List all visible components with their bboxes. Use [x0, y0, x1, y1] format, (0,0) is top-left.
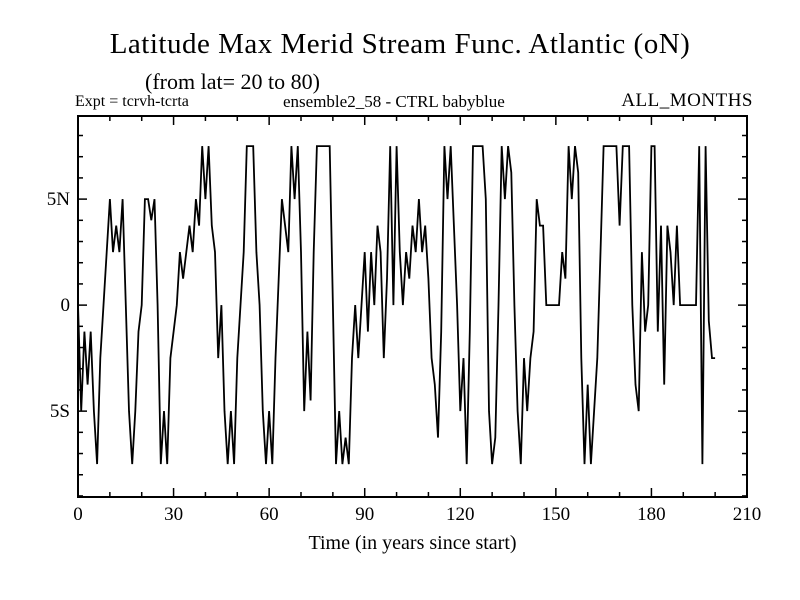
data-line — [78, 146, 715, 464]
x-tick-label: 30 — [164, 504, 184, 525]
x-tick-label: 120 — [446, 504, 475, 525]
chart-subtitle: (from lat= 20 to 80) — [145, 69, 320, 94]
x-tick-label: 150 — [541, 504, 571, 525]
months-label: ALL_MONTHS — [621, 90, 753, 111]
x-tick-label: 180 — [637, 504, 666, 525]
x-tick-label: 90 — [355, 504, 375, 525]
y-tick-label: 5N — [46, 189, 70, 211]
x-tick-label: 0 — [73, 504, 83, 525]
x-tick-label: 210 — [732, 504, 762, 525]
y-tick-label: 5S — [49, 401, 70, 423]
y-tick-label: 0 — [60, 295, 70, 317]
x-axis-label: Time (in years since start) — [308, 532, 517, 554]
x-tick-label: 60 — [259, 504, 279, 525]
experiment-label: Expt = tcrvh-tcrta — [75, 93, 189, 110]
plot-frame — [78, 116, 747, 497]
ensemble-label: ensemble2_58 - CTRL babyblue — [283, 92, 505, 111]
chart-title: Latitude Max Merid Stream Func. Atlantic (oN) — [109, 28, 691, 60]
